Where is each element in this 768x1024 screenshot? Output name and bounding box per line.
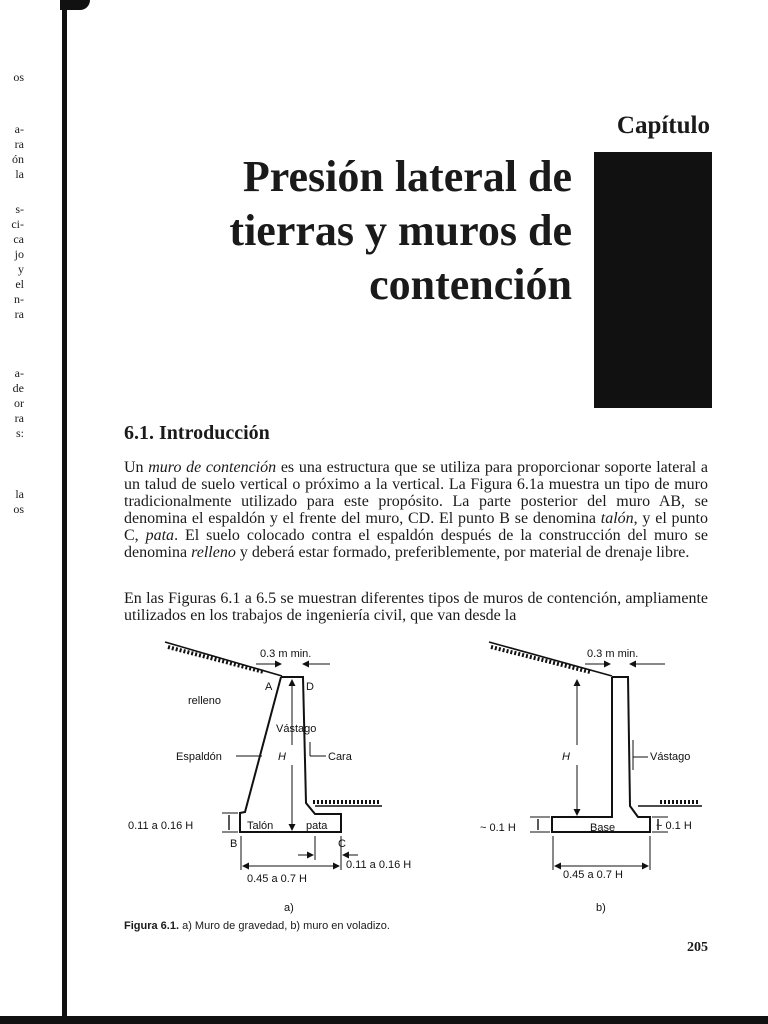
fig-a-pata: pata bbox=[306, 820, 328, 832]
chapter-title-line: Presión lateral de bbox=[242, 152, 572, 201]
fig-a-vastago: Vástago bbox=[276, 723, 317, 735]
prev-page-fragment: la os bbox=[13, 487, 24, 516]
fig-a-H: H bbox=[278, 751, 286, 763]
fig-a-espaldon: Espaldón bbox=[176, 751, 222, 763]
section-heading bbox=[124, 422, 270, 445]
fig-a-point-D: D bbox=[306, 681, 314, 693]
chapter-title-line: tierras y muros de bbox=[229, 206, 572, 255]
figure-retaining-walls bbox=[0, 630, 768, 920]
chapter-black-block bbox=[594, 152, 712, 408]
fig-b-right-dim: ~ 0.1 H bbox=[656, 820, 692, 832]
fig-a-cara: Cara bbox=[328, 751, 352, 763]
figure-caption: Figura 6.1. a) Muro de gravedad, b) muro en voladizo. bbox=[124, 920, 390, 932]
section-number: 6.1. bbox=[124, 422, 154, 444]
prev-page-fragment: s- ci- ca jo y el n- ra bbox=[11, 202, 24, 321]
fig-a-talon: Talón bbox=[247, 820, 274, 832]
fig-b-left-dim: ~ 0.1 H bbox=[480, 822, 516, 834]
book-spine-curl bbox=[60, 0, 90, 10]
fig-b-vastago: Vástago bbox=[650, 751, 691, 763]
fig-b-label: b) bbox=[596, 902, 606, 914]
figure-a-labels bbox=[128, 648, 411, 914]
fig-a-point-A: A bbox=[265, 681, 273, 693]
fig-a-relleno: relleno bbox=[188, 695, 222, 707]
fig-a-left-dim: 0.11 a 0.16 H bbox=[128, 820, 194, 832]
figure-b-labels bbox=[480, 648, 692, 914]
fig-b-top-dim: 0.3 m min. bbox=[587, 648, 639, 660]
scan-bottom-edge bbox=[0, 1016, 768, 1024]
fig-a-top-dim: 0.3 m min. bbox=[260, 648, 312, 660]
prev-page-fragment: os bbox=[13, 70, 24, 84]
fig-a-point-B: B bbox=[230, 838, 238, 850]
fig-b-H: H bbox=[562, 751, 570, 763]
prev-page-fragment: a- ra ón la bbox=[12, 122, 24, 181]
prev-page-fragment: a- de or ra s: bbox=[12, 366, 24, 440]
paragraph-intro: Un muro de contención es una estructura que se utiliza para proporcionar soporte lateral a un talud de suelo vertical o próximo a la vertical. La Figura 6.1a muestra un tipo de muro tradicionalmente utilizado para este propósito. La parte posterior del muro AB, se denomina el espaldón y el frente del muro, CD. El punto B se denomina talón, y el punto C, pata. El suelo colocado contra el espaldón después de la construcción del muro se denomina relleno y deberá estar formado, preferiblemente, por material de drenaje libre. bbox=[124, 459, 709, 561]
fig-a-point-C: C bbox=[338, 838, 346, 850]
section-title: Introducción bbox=[159, 422, 270, 444]
fig-b-base: Base bbox=[590, 822, 616, 834]
fig-b-base-dim: 0.45 a 0.7 H bbox=[563, 869, 623, 881]
chapter-title bbox=[229, 150, 572, 312]
fig-a-base-dim: 0.45 a 0.7 H bbox=[247, 873, 307, 885]
paragraph-types: En las Figuras 6.1 a 6.5 se muestran diferentes tipos de muros de contención, ampliamente utilizados en los trabajos de ingeniería civil, que van desde la bbox=[124, 590, 708, 624]
chapter-title-line: contención bbox=[369, 260, 572, 309]
chapter-label: Capítulo bbox=[616, 112, 710, 139]
fig-a-label: a) bbox=[284, 902, 294, 914]
fig-a-right-dim: 0.11 a 0.16 H bbox=[346, 859, 412, 871]
page-number: 205 bbox=[687, 940, 708, 955]
